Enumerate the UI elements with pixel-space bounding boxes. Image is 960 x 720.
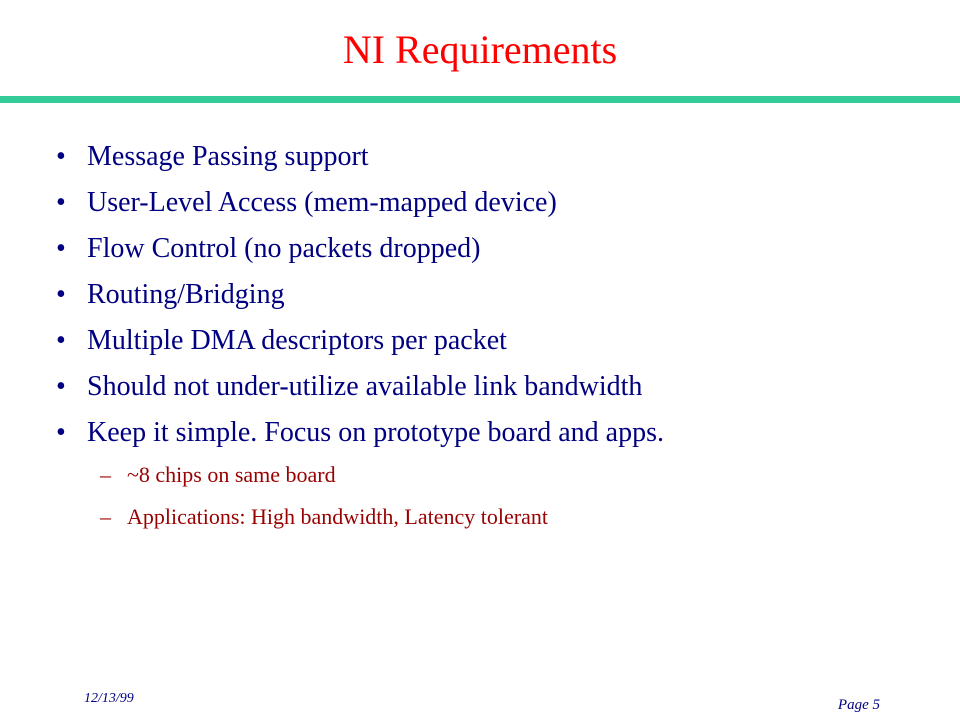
bullet-item xyxy=(56,324,936,358)
sub-bullet-list xyxy=(100,462,548,546)
bullet-item xyxy=(56,186,936,220)
sub-bullet-marker: – xyxy=(100,462,111,487)
bullet-text: Flow Control (no packets dropped) xyxy=(87,233,481,264)
title-divider xyxy=(0,96,960,103)
bullet-marker: • xyxy=(56,141,66,172)
bullet-text: User-Level Access (mem-mapped device) xyxy=(87,187,557,218)
sub-bullet-text: Applications: High bandwidth, Latency tolerant xyxy=(127,504,548,529)
bullet-item xyxy=(56,140,936,174)
footer-date: 12/13/99 xyxy=(84,691,134,706)
bullet-marker: • xyxy=(56,233,66,264)
bullet-item xyxy=(56,416,936,450)
sub-bullet-item xyxy=(100,462,548,488)
sub-bullet-item xyxy=(100,504,548,530)
bullet-marker: • xyxy=(56,187,66,218)
bullet-text: Message Passing support xyxy=(87,141,369,172)
slide-title: NI Requirements xyxy=(342,27,618,72)
bullet-marker: • xyxy=(56,417,66,448)
bullet-marker: • xyxy=(56,279,66,310)
sub-bullet-text: ~8 chips on same board xyxy=(127,462,336,487)
bullet-text: Keep it simple. Focus on prototype board and apps. xyxy=(87,417,665,448)
bullet-list xyxy=(56,140,936,462)
bullet-marker: • xyxy=(56,371,66,402)
bullet-text: Should not under-utilize available link bandwidth xyxy=(87,371,643,402)
bullet-text: Multiple DMA descriptors per packet xyxy=(87,325,507,356)
page-number: Page 5 xyxy=(837,697,880,713)
bullet-item xyxy=(56,370,936,404)
bullet-marker: • xyxy=(56,325,66,356)
bullet-item xyxy=(56,278,936,312)
bullet-text: Routing/Bridging xyxy=(87,279,285,310)
bullet-item xyxy=(56,232,936,266)
sub-bullet-marker: – xyxy=(100,504,111,529)
